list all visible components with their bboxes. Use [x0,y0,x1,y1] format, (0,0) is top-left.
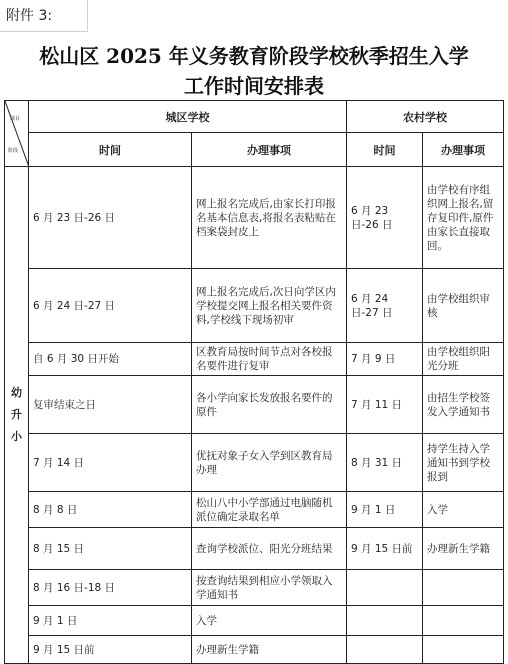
urban-matter-cell: 入学 [192,606,347,636]
rural-matter-cell [423,606,504,636]
annex-label: 附件 3: [0,0,88,32]
rural-time-cell: 6 月 24 日-27 日 [347,269,423,343]
urban-time-cell: 复审结束之日 [29,376,192,434]
rural-time-cell [347,636,423,664]
urban-matter-cell: 网上报名完成后,次日向学区内学校提交网上报名相关要件资料,学校线下现场初审 [192,269,347,343]
corner-top-label: 项目 [10,116,21,122]
rural-matter-cell: 持学生持入学通知书到学校报到 [423,434,504,492]
urban-time-cell: 9 月 1 日 [29,606,192,636]
table-row [5,528,504,570]
urban-matter-cell: 优抚对象子女入学到区教育局办理 [192,434,347,492]
rural-header: 农村学校 [347,101,504,133]
urban-header: 城区学校 [29,101,347,133]
urban-matter-cell: 区教育局按时间节点对各校报名要件进行复审 [192,343,347,376]
rural-matter-cell: 办理新生学籍 [423,528,504,570]
stage-cell: 幼 升 小 [5,167,29,664]
rural-time-cell: 9 月 1 日 [347,492,423,528]
rural-matter-cell: 由学校有序组织网上报名,留存复印件,原件由家长直接取回。 [423,167,504,269]
table-row [5,492,504,528]
urban-time-cell: 8 月 15 日 [29,528,192,570]
rural-matter-header: 办理事项 [423,133,504,167]
table-row [5,434,504,492]
urban-matter-cell: 松山八中小学部通过电脑随机派位确定录取名单 [192,492,347,528]
table-row [5,343,504,376]
rural-matter-cell: 入学 [423,492,504,528]
urban-matter-cell: 各小学向家长发放报名要件的原件 [192,376,347,434]
rural-time-cell: 8 月 31 日 [347,434,423,492]
rural-time-cell: 7 月 9 日 [347,343,423,376]
table-row [5,376,504,434]
urban-matter-cell: 办理新生学籍 [192,636,347,664]
rural-time-cell [347,606,423,636]
urban-matter-cell: 按查询结果到相应小学领取入学通知书 [192,570,347,606]
rural-matter-cell: 由学校组织审核 [423,269,504,343]
rural-time-header: 时间 [347,133,423,167]
table-row [5,570,504,606]
corner-bottom-label: 阶段 [8,148,19,154]
urban-time-cell: 8 月 8 日 [29,492,192,528]
schedule-table [4,100,504,664]
corner-cell [5,101,29,167]
table-row [5,167,504,269]
rural-matter-cell [423,636,504,664]
urban-matter-cell: 网上报名完成后,由家长打印报名基本信息表,将报名表粘贴在档案袋封皮上 [192,167,347,269]
urban-matter-header: 办理事项 [192,133,347,167]
urban-time-cell: 7 月 14 日 [29,434,192,492]
rural-time-cell: 7 月 11 日 [347,376,423,434]
rural-time-cell [347,570,423,606]
page-title: 松山区 2025 年义务教育阶段学校秋季招生入学 [39,44,469,68]
rural-time-cell: 9 月 15 日前 [347,528,423,570]
urban-time-cell: 9 月 15 日前 [29,636,192,664]
urban-time-cell: 6 月 24 日-27 日 [29,269,192,343]
rural-matter-cell: 由招生学校签发入学通知书 [423,376,504,434]
urban-time-cell: 自 6 月 30 日开始 [29,343,192,376]
rural-time-cell: 6 月 23 日-26 日 [347,167,423,269]
table-row [5,269,504,343]
page-subtitle: 工作时间安排表 [184,74,324,98]
table-row [5,606,504,636]
diagonal-line [5,101,29,167]
table-row [5,636,504,664]
urban-time-header: 时间 [29,133,192,167]
urban-time-cell: 6 月 23 日-26 日 [29,167,192,269]
urban-matter-cell: 查询学校派位、阳光分班结果 [192,528,347,570]
urban-time-cell: 8 月 16 日-18 日 [29,570,192,606]
rural-matter-cell [423,570,504,606]
rural-matter-cell: 由学校组织阳光分班 [423,343,504,376]
